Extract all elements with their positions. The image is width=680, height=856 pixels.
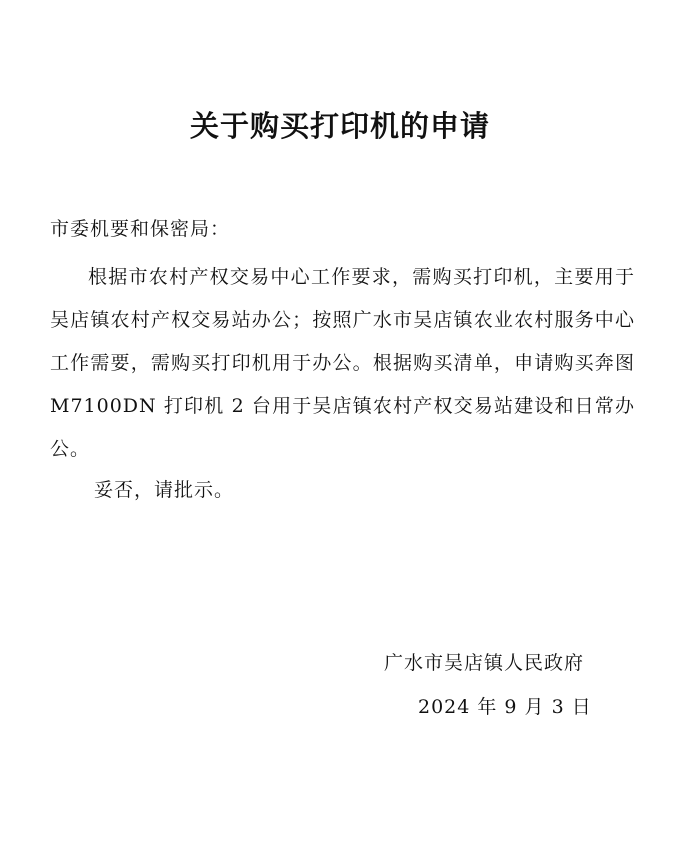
body-paragraph: 根据市农村产权交易中心工作要求，需购买打印机，主要用于吴店镇农村产权交易站办公；按照广水市吴店镇农业农村服务中心工作需要，需购买打印机用于办公。根据购买清单，申请购买奔图 M7100DN 打印机 2 台用于吴店镇农村产权交易站建设和日常办公。 — [50, 266, 635, 460]
salutation: 市委机要和保密局： — [50, 218, 231, 240]
signature-organization: 广水市吴店镇人民政府 — [384, 652, 585, 674]
document-title: 关于购买打印机的申请 — [189, 109, 490, 143]
closing-remark: 妥否，请批示。 — [94, 479, 235, 501]
signature-date: 2024 年 9 月 3 日 — [418, 696, 592, 718]
